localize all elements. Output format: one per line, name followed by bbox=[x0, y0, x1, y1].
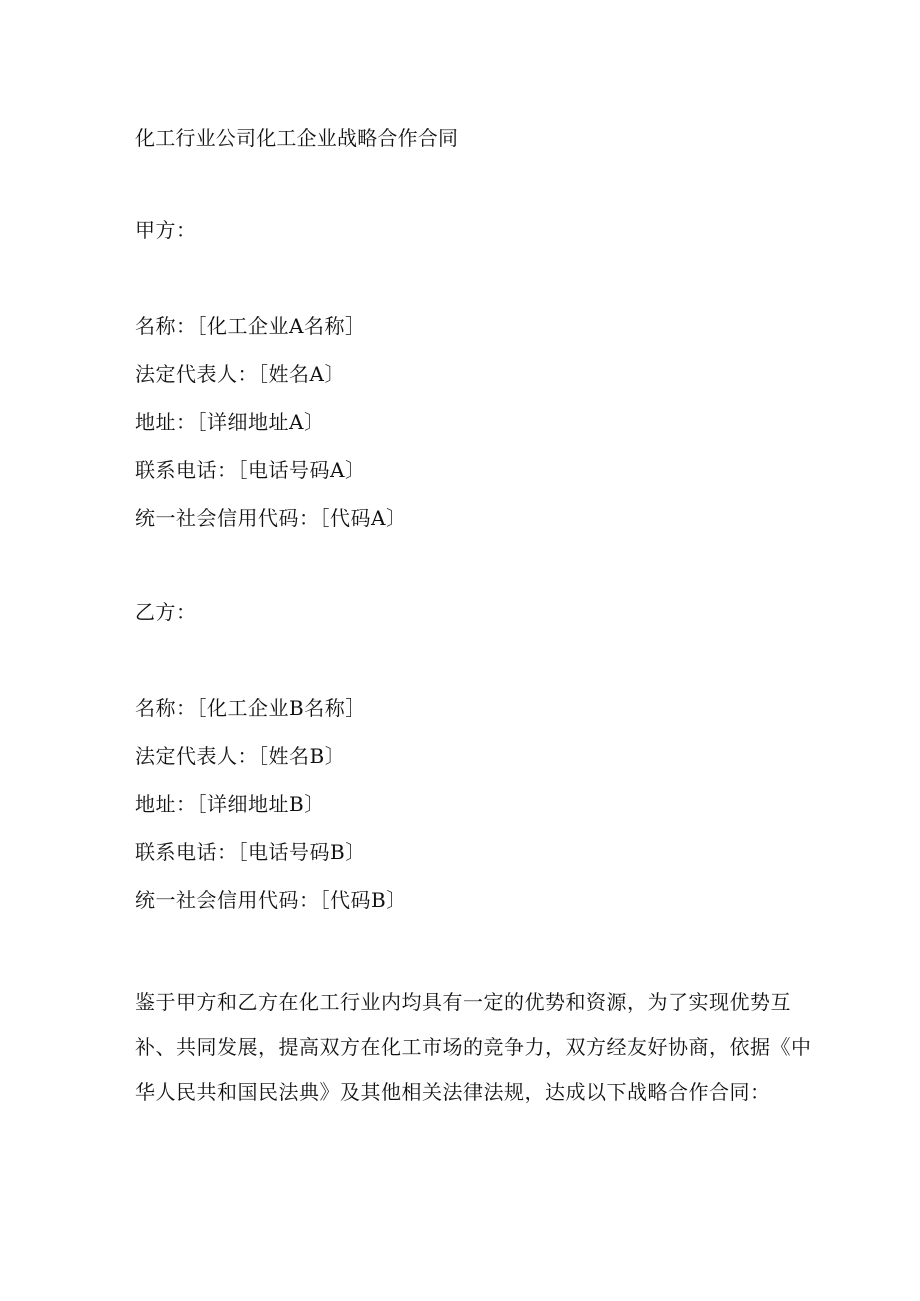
party-a-credit-code: 统一社会信用代码：［代码A〕 bbox=[135, 506, 407, 530]
preamble-line: 鉴于甲方和乙方在化工行业内均具有一定的优势和资源，为了实现优势互 bbox=[135, 990, 791, 1014]
party-b-address: 地址：［详细地址B〕 bbox=[135, 792, 325, 816]
party-a-representative: 法定代表人：［姓名A〕 bbox=[135, 362, 345, 386]
party-b-representative: 法定代表人：［姓名B〕 bbox=[135, 744, 346, 768]
preamble-line: 补、共同发展，提高双方在化工市场的竞争力，双方经友好协商，依据《中 bbox=[135, 1035, 812, 1059]
party-a-phone: 联系电话：［电话号码A〕 bbox=[135, 458, 366, 482]
party-a-heading: 甲方： bbox=[135, 218, 197, 242]
document-title: 化工行业公司化工企业战略合作合同 bbox=[135, 126, 459, 150]
party-b-heading: 乙方： bbox=[135, 600, 197, 624]
preamble-paragraph bbox=[135, 980, 812, 1115]
party-b-credit-code: 统一社会信用代码：［代码B〕 bbox=[135, 888, 407, 912]
party-b-phone: 联系电话：［电话号码B〕 bbox=[135, 840, 366, 864]
party-a-address: 地址：［详细地址A〕 bbox=[135, 410, 325, 434]
preamble-line: 华人民共和国民法典》及其他相关法律法规，达成以下战略合作合同： bbox=[135, 1080, 771, 1104]
party-a-name: 名称：［化工企业A名称］ bbox=[135, 314, 366, 338]
party-b-name: 名称：［化工企业B名称］ bbox=[135, 696, 366, 720]
